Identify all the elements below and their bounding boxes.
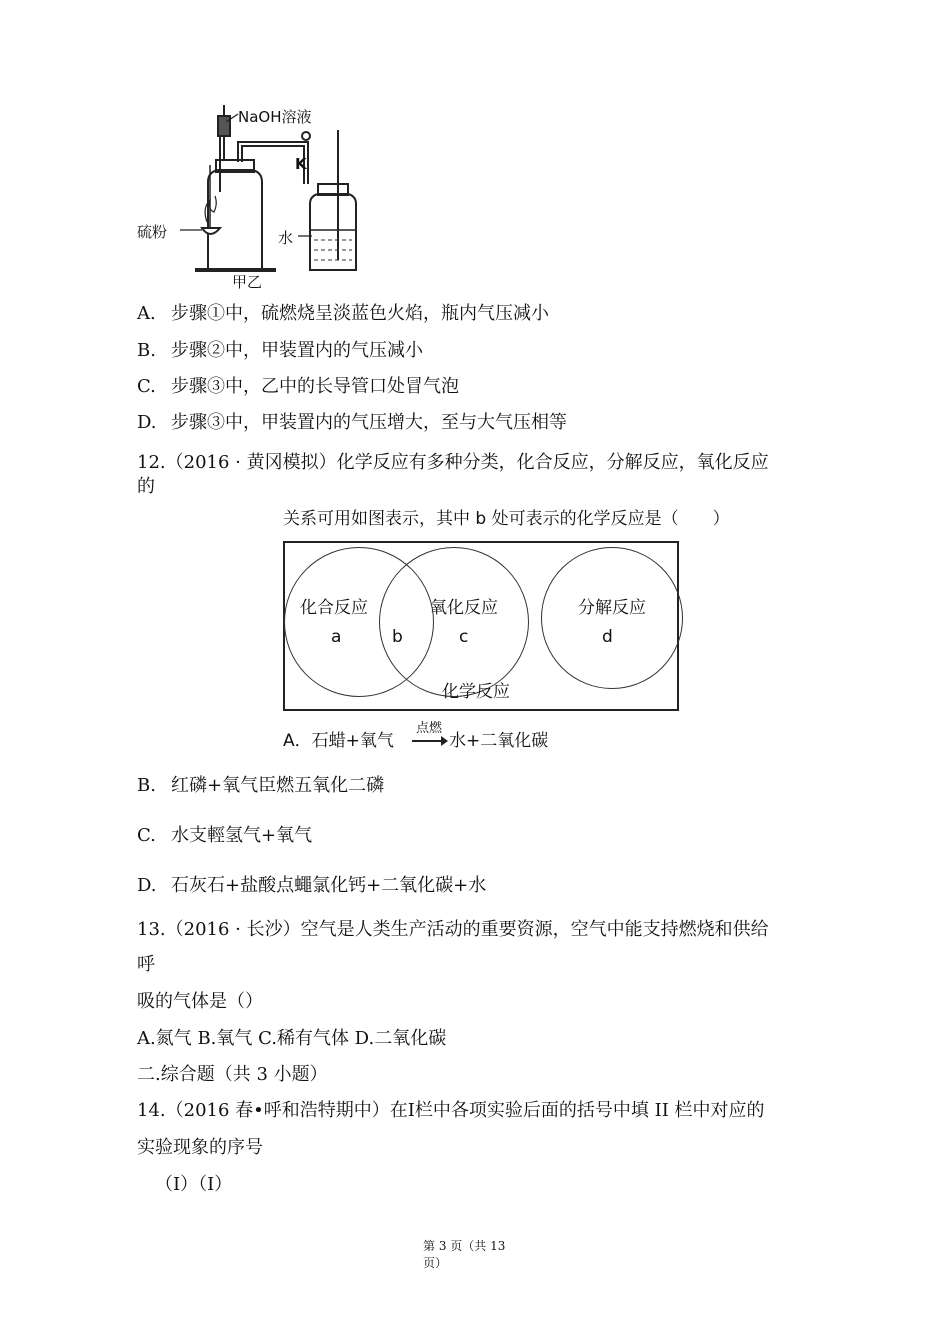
water-label: 水 [278, 229, 294, 247]
q12-option-a: A．石蜡+氧气 [283, 731, 394, 751]
q11-option-d: D. 步骤③中，甲装置内的气压增大，至与大气压相等 [137, 412, 567, 433]
q12-option-b: B. 红磷+氧气臣燃五氧化二磷 [137, 775, 385, 796]
circle-oxidation [379, 547, 529, 697]
page-number-line2: 页） [423, 1256, 448, 1270]
q12-stem-line1: 12.（2016 · 黄冈模拟）化学反应有多种分类，化合反应，分解反应，氧化反应 [137, 452, 769, 473]
question-number: 13. [137, 919, 166, 940]
q13-stem-line3: 吸的气体是（） [137, 991, 263, 1012]
venn-outer-label: 化学反应 [442, 682, 510, 702]
venn-region-a: a [331, 627, 342, 647]
q12-prompt: 关系可用如图表示，其中 b 处可表示的化学反应是（ ） [283, 509, 730, 529]
q12-option-d: D. 石灰石+盐酸点蠅氯化钙+二氧化碳+水 [137, 875, 487, 896]
reaction-arrow [412, 740, 446, 742]
apparatus-drawing [180, 100, 380, 290]
q13-stem-line2: 呼 [137, 954, 155, 975]
q11-option-c: C. 步骤③中，乙中的长导管口处冒气泡 [137, 376, 459, 397]
venn-label-oxidation: 氧化反应 [430, 598, 498, 618]
sulfur-label: 硫粉 [137, 223, 168, 241]
q14-stem-line1: 14.（2016 春•呼和浩特期中）在Ⅰ栏中各项实验后面的括号中填 II 栏中对应的 [137, 1100, 765, 1121]
venn-region-c: c [459, 627, 469, 647]
q11-option-b: B. 步骤②中，甲装置内的气压减小 [137, 340, 423, 361]
q12-stem-line2: 的 [137, 476, 155, 497]
q11-option-a: A. 步骤①中，硫燃烧呈淡蓝色火焰，瓶内气压减小 [137, 303, 549, 324]
q14-columns: （I）（I） [155, 1174, 233, 1195]
question-number: 14. [137, 1100, 166, 1121]
venn-label-combination: 化合反应 [300, 598, 368, 618]
naoh-label: NaOH溶液 [238, 108, 312, 126]
q12-option-a-products: 水+二氧化碳 [449, 731, 549, 751]
venn-region-b: b [392, 627, 403, 647]
q13-stem-line1: 13.（2016 · 长沙）空气是人类生产活动的重要资源，空气中能支持燃烧和供给 [137, 919, 769, 940]
q12-option-c: C. 水支輕氢气+氧气 [137, 825, 313, 846]
q14-stem-line2: 实验现象的序号 [137, 1137, 263, 1158]
reaction-condition: 点燃 [412, 722, 446, 736]
valve-k-label: K [295, 155, 307, 173]
venn-region-d: d [602, 627, 613, 647]
q13-options: A.氮气 B.氧气 C.稀有气体 D.二氧化碳 [137, 1028, 447, 1049]
question-number: 12. [137, 452, 166, 473]
venn-label-decomposition: 分解反应 [578, 598, 646, 618]
section-heading: 二.综合题（共 3 小题） [137, 1064, 328, 1085]
vessel-label: 甲乙 [232, 273, 263, 291]
page-number-line1: 第 3 页（共 13 [423, 1239, 506, 1253]
